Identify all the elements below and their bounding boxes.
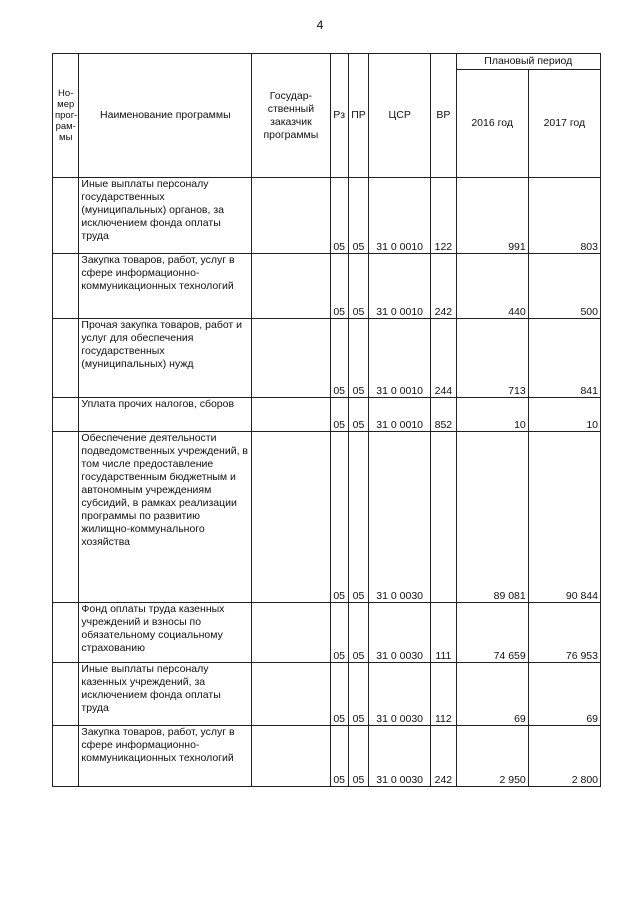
rz-cell: 05 bbox=[330, 432, 348, 603]
vr-cell: 852 bbox=[431, 398, 456, 432]
amount-2016-cell: 2 950 bbox=[456, 726, 528, 787]
vr-cell: 111 bbox=[431, 603, 456, 663]
csr-cell: 31 0 0010 bbox=[369, 398, 431, 432]
rz-cell: 05 bbox=[330, 398, 348, 432]
amount-2017-cell: 500 bbox=[528, 254, 600, 319]
csr-cell: 31 0 0010 bbox=[369, 254, 431, 319]
pr-cell: 05 bbox=[348, 726, 368, 787]
program-number-cell bbox=[53, 663, 79, 726]
state-customer-cell bbox=[252, 398, 330, 432]
page-number: 4 bbox=[316, 18, 324, 32]
amount-2016-cell: 440 bbox=[456, 254, 528, 319]
program-number-cell bbox=[53, 432, 79, 603]
header-program-name: Наименование программы bbox=[79, 54, 252, 178]
amount-2017-cell: 2 800 bbox=[528, 726, 600, 787]
header-year-2016: 2016 год bbox=[456, 70, 528, 178]
program-name-cell: Фонд оплаты труда казенных учреждений и взносы по обязательному социальному страхованию bbox=[79, 603, 252, 663]
table-row bbox=[53, 432, 601, 603]
table-row bbox=[53, 603, 601, 663]
amount-2017-cell: 10 bbox=[528, 398, 600, 432]
program-number-cell bbox=[53, 726, 79, 787]
program-number-cell bbox=[53, 319, 79, 398]
pr-cell: 05 bbox=[348, 432, 368, 603]
header-state-customer: Государ- ственный заказчик программы bbox=[252, 54, 330, 178]
table-row bbox=[53, 254, 601, 319]
state-customer-cell bbox=[252, 319, 330, 398]
csr-cell: 31 0 0010 bbox=[369, 178, 431, 254]
program-name-cell: Обеспечение деятельности подведомственных учреждений, в том числе предоставление государственным бюджетным и автономным учреждениям субсидий, в рамках реализации программы по развитию жилищно-коммунального хозяйства bbox=[79, 432, 252, 603]
amount-2017-cell: 803 bbox=[528, 178, 600, 254]
state-customer-cell bbox=[252, 726, 330, 787]
header-planned-period: Плановый период bbox=[456, 54, 600, 70]
program-name-cell: Прочая закупка товаров, работ и услуг для обеспечения государственных (муниципальных) нужд bbox=[79, 319, 252, 398]
table-row bbox=[53, 319, 601, 398]
program-name-cell: Уплата прочих налогов, сборов bbox=[79, 398, 252, 432]
budget-program-table bbox=[52, 53, 601, 787]
amount-2016-cell: 713 bbox=[456, 319, 528, 398]
amount-2016-cell: 74 659 bbox=[456, 603, 528, 663]
csr-cell: 31 0 0030 bbox=[369, 603, 431, 663]
program-name-cell: Иные выплаты персоналу казенных учреждений, за исключением фонда оплаты труда bbox=[79, 663, 252, 726]
program-number-cell bbox=[53, 254, 79, 319]
header-pr: ПР bbox=[348, 54, 368, 178]
program-name-cell: Закупка товаров, работ, услуг в сфере информационно-коммуникационных технологий bbox=[79, 726, 252, 787]
vr-cell: 242 bbox=[431, 726, 456, 787]
csr-cell: 31 0 0010 bbox=[369, 319, 431, 398]
vr-cell: 112 bbox=[431, 663, 456, 726]
program-name-cell: Иные выплаты персоналу государственных (муниципальных) органов, за исключением фонда оплаты труда bbox=[79, 178, 252, 254]
pr-cell: 05 bbox=[348, 254, 368, 319]
program-number-cell bbox=[53, 178, 79, 254]
header-year-2017: 2017 год bbox=[528, 70, 600, 178]
pr-cell: 05 bbox=[348, 398, 368, 432]
amount-2016-cell: 10 bbox=[456, 398, 528, 432]
header-program-number: Но- мер прог- рам- мы bbox=[53, 54, 79, 178]
table-row bbox=[53, 726, 601, 787]
state-customer-cell bbox=[252, 663, 330, 726]
csr-cell: 31 0 0030 bbox=[369, 663, 431, 726]
state-customer-cell bbox=[252, 178, 330, 254]
program-name-cell: Закупка товаров, работ, услуг в сфере информационно-коммуникационных технологий bbox=[79, 254, 252, 319]
pr-cell: 05 bbox=[348, 178, 368, 254]
rz-cell: 05 bbox=[330, 726, 348, 787]
rz-cell: 05 bbox=[330, 178, 348, 254]
csr-cell: 31 0 0030 bbox=[369, 726, 431, 787]
program-number-cell bbox=[53, 603, 79, 663]
header-rz: Рз bbox=[330, 54, 348, 178]
vr-cell: 244 bbox=[431, 319, 456, 398]
table-row bbox=[53, 663, 601, 726]
table-row bbox=[53, 178, 601, 254]
rz-cell: 05 bbox=[330, 254, 348, 319]
state-customer-cell bbox=[252, 432, 330, 603]
header-csr: ЦСР bbox=[369, 54, 431, 178]
rz-cell: 05 bbox=[330, 603, 348, 663]
csr-cell: 31 0 0030 bbox=[369, 432, 431, 603]
amount-2016-cell: 991 bbox=[456, 178, 528, 254]
rz-cell: 05 bbox=[330, 663, 348, 726]
amount-2017-cell: 69 bbox=[528, 663, 600, 726]
pr-cell: 05 bbox=[348, 603, 368, 663]
amount-2017-cell: 841 bbox=[528, 319, 600, 398]
rz-cell: 05 bbox=[330, 319, 348, 398]
vr-cell bbox=[431, 432, 456, 603]
state-customer-cell bbox=[252, 254, 330, 319]
amount-2016-cell: 89 081 bbox=[456, 432, 528, 603]
pr-cell: 05 bbox=[348, 663, 368, 726]
state-customer-cell bbox=[252, 603, 330, 663]
amount-2017-cell: 76 953 bbox=[528, 603, 600, 663]
vr-cell: 242 bbox=[431, 254, 456, 319]
table-row bbox=[53, 398, 601, 432]
header-vr: ВР bbox=[431, 54, 456, 178]
pr-cell: 05 bbox=[348, 319, 368, 398]
vr-cell: 122 bbox=[431, 178, 456, 254]
amount-2017-cell: 90 844 bbox=[528, 432, 600, 603]
program-number-cell bbox=[53, 398, 79, 432]
amount-2016-cell: 69 bbox=[456, 663, 528, 726]
